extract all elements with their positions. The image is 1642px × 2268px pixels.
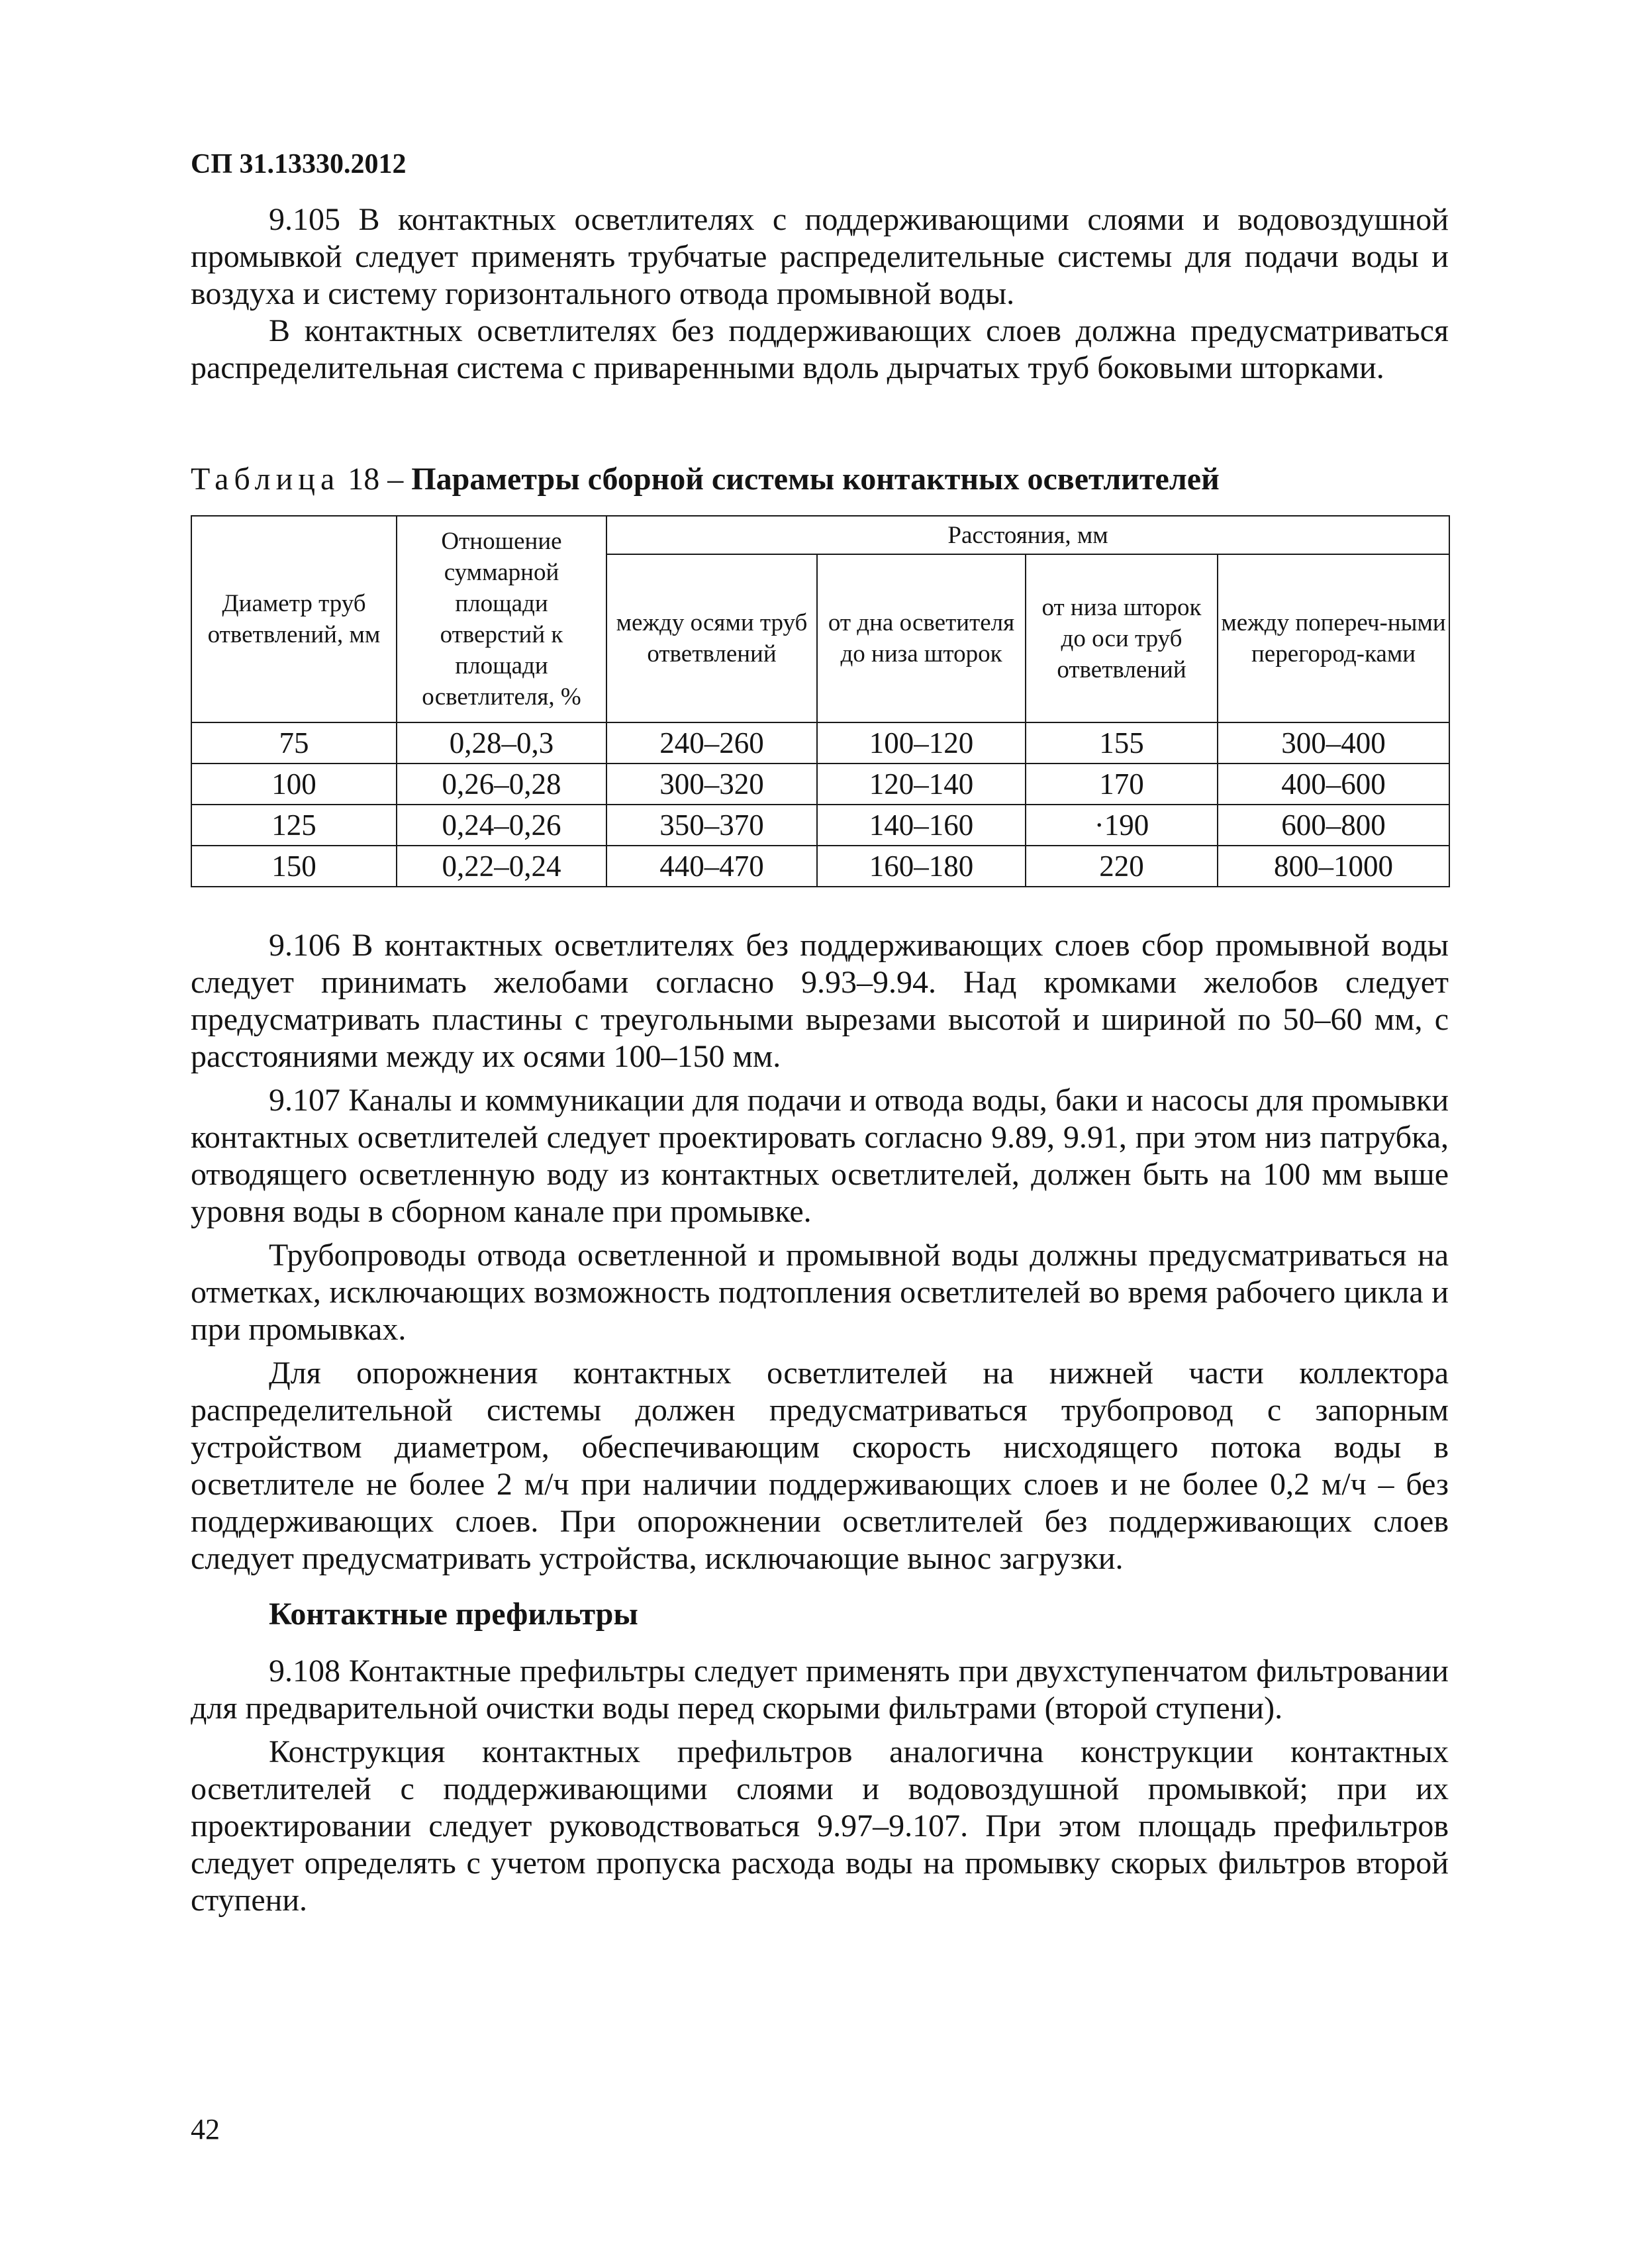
table-cell: 75: [191, 722, 397, 764]
table-cell: 0,22–0,24: [397, 846, 606, 887]
table-cell: 120–140: [817, 764, 1026, 805]
table-cell: 100–120: [817, 722, 1026, 764]
parameters-table: [191, 515, 1450, 887]
table-cell: 300–320: [606, 764, 817, 805]
main-text-section: [191, 927, 1449, 1577]
table-cell: 400–600: [1218, 764, 1449, 805]
running-header: СП 31.13330.2012: [191, 149, 407, 179]
table-caption-title: Параметры сборной системы контактных осветлителей: [411, 462, 1220, 497]
table-caption: [191, 461, 1220, 498]
table-cell: 150: [191, 846, 397, 887]
table-cell: 0,24–0,26: [397, 805, 606, 846]
table-caption-number: 18 –: [348, 462, 404, 497]
table-row: [191, 805, 1449, 846]
table-row: [191, 846, 1449, 887]
paragraph-9-108: 9.108 Контактные префильтры следует применять при двухступенчатом фильтровании для предварительной очистки воды перед скорыми фильтрами (второй ступени).: [191, 1653, 1449, 1726]
header-area-ratio: Отношение суммарной площади отверстий к площади осветлителя, %: [397, 516, 606, 722]
table-cell: 160–180: [817, 846, 1026, 887]
table-cell: 100: [191, 764, 397, 805]
paragraph-draining: Для опорожнения контактных осветлителей на нижней части коллектора распределительной системы должен предусматриваться трубопровод с запорным устройством диаметром, обеспечивающим скорость нисходящего потока воды в осветлителе не более 2 м/ч при наличии поддерживающих слоев и не более 0,2 м/ч – без поддерживающих слоев. При опорожнении осветлителей без поддерживающих слоев следует предусматривать устройства, исключающие вынос загрузки.: [191, 1356, 1449, 1576]
header-between-partitions: между попереч-ными перегород-ками: [1218, 554, 1449, 722]
table-cell: ·190: [1026, 805, 1218, 846]
intro-section: [191, 201, 1449, 387]
table-cell: 300–400: [1218, 722, 1449, 764]
table-row: [191, 764, 1449, 805]
paragraph-9-105: 9.105 В контактных осветлителях с поддерживающими слоями и водовоздушной промывкой следует применять трубчатые распределительные системы для подачи воды и воздуха и систему горизонтального отвода промывной воды.: [191, 202, 1449, 311]
prefilters-section: [191, 1596, 1449, 1919]
paragraph-9-106: 9.106 В контактных осветлителях без поддерживающих слоев сбор промывной воды следует принимать желобами согласно 9.93–9.94. Над кромками желобов следует предусматривать пластины с треугольными вырезами высотой и шириной по 50–60 мм, с расстояниями между их осями 100–150 мм.: [191, 928, 1449, 1074]
paragraph-9-107: 9.107 Каналы и коммуникации для подачи и отвода воды, баки и насосы для промывки контактных осветлителей следует проектировать согласно 9.89, 9.91, при этом низ патрубка, отводящего осветленную воду из контактных осветлителей, должен быть на 100 мм выше уровня воды в сборном канале при промывке.: [191, 1083, 1449, 1229]
table-cell: 600–800: [1218, 805, 1449, 846]
section-heading: Контактные префильтры: [269, 1597, 638, 1632]
paragraph-9-105-continued: В контактных осветлителях без поддерживающих слоев должна предусматриваться распределительная система с приваренными вдоль дырчатых труб боковыми шторками.: [191, 313, 1449, 385]
table-cell: 0,28–0,3: [397, 722, 606, 764]
header-distances-group: Расстояния, мм: [606, 516, 1449, 554]
table-row: [191, 722, 1449, 764]
page-number: 42: [191, 2113, 220, 2145]
header-from-curtains: от низа шторок до оси труб ответвлений: [1026, 554, 1218, 722]
table-cell: 800–1000: [1218, 846, 1449, 887]
table-cell: 170: [1026, 764, 1218, 805]
paragraph-prefilter-design: Конструкция контактных префильтров аналогична конструкции контактных осветлителей с поддерживающими слоями и водовоздушной промывкой; при их проектировании следует руководствоваться 9.97–9.107. При этом площадь префильтров следует определять с учетом пропуска расхода воды на промывку скорых фильтров второй ступени.: [191, 1734, 1449, 1918]
table-cell: 155: [1026, 722, 1218, 764]
header-from-bottom: от дна осветителя до низа шторок: [817, 554, 1026, 722]
table-cell: 240–260: [606, 722, 817, 764]
table-cell: 0,26–0,28: [397, 764, 606, 805]
table-cell: 440–470: [606, 846, 817, 887]
paragraph-pipelines: Трубопроводы отвода осветленной и промывной воды должны предусматриваться на отметках, исключающих возможность подтопления осветлителей во время рабочего цикла и при промывках.: [191, 1238, 1449, 1347]
table-cell: 125: [191, 805, 397, 846]
table-cell: 220: [1026, 846, 1218, 887]
table-cell: 350–370: [606, 805, 817, 846]
header-diameter: Диаметр труб ответвлений, мм: [191, 516, 397, 722]
header-between-axes: между осями труб ответвлений: [606, 554, 817, 722]
table-cell: 140–160: [817, 805, 1026, 846]
table-caption-label: Таблица: [191, 462, 340, 497]
